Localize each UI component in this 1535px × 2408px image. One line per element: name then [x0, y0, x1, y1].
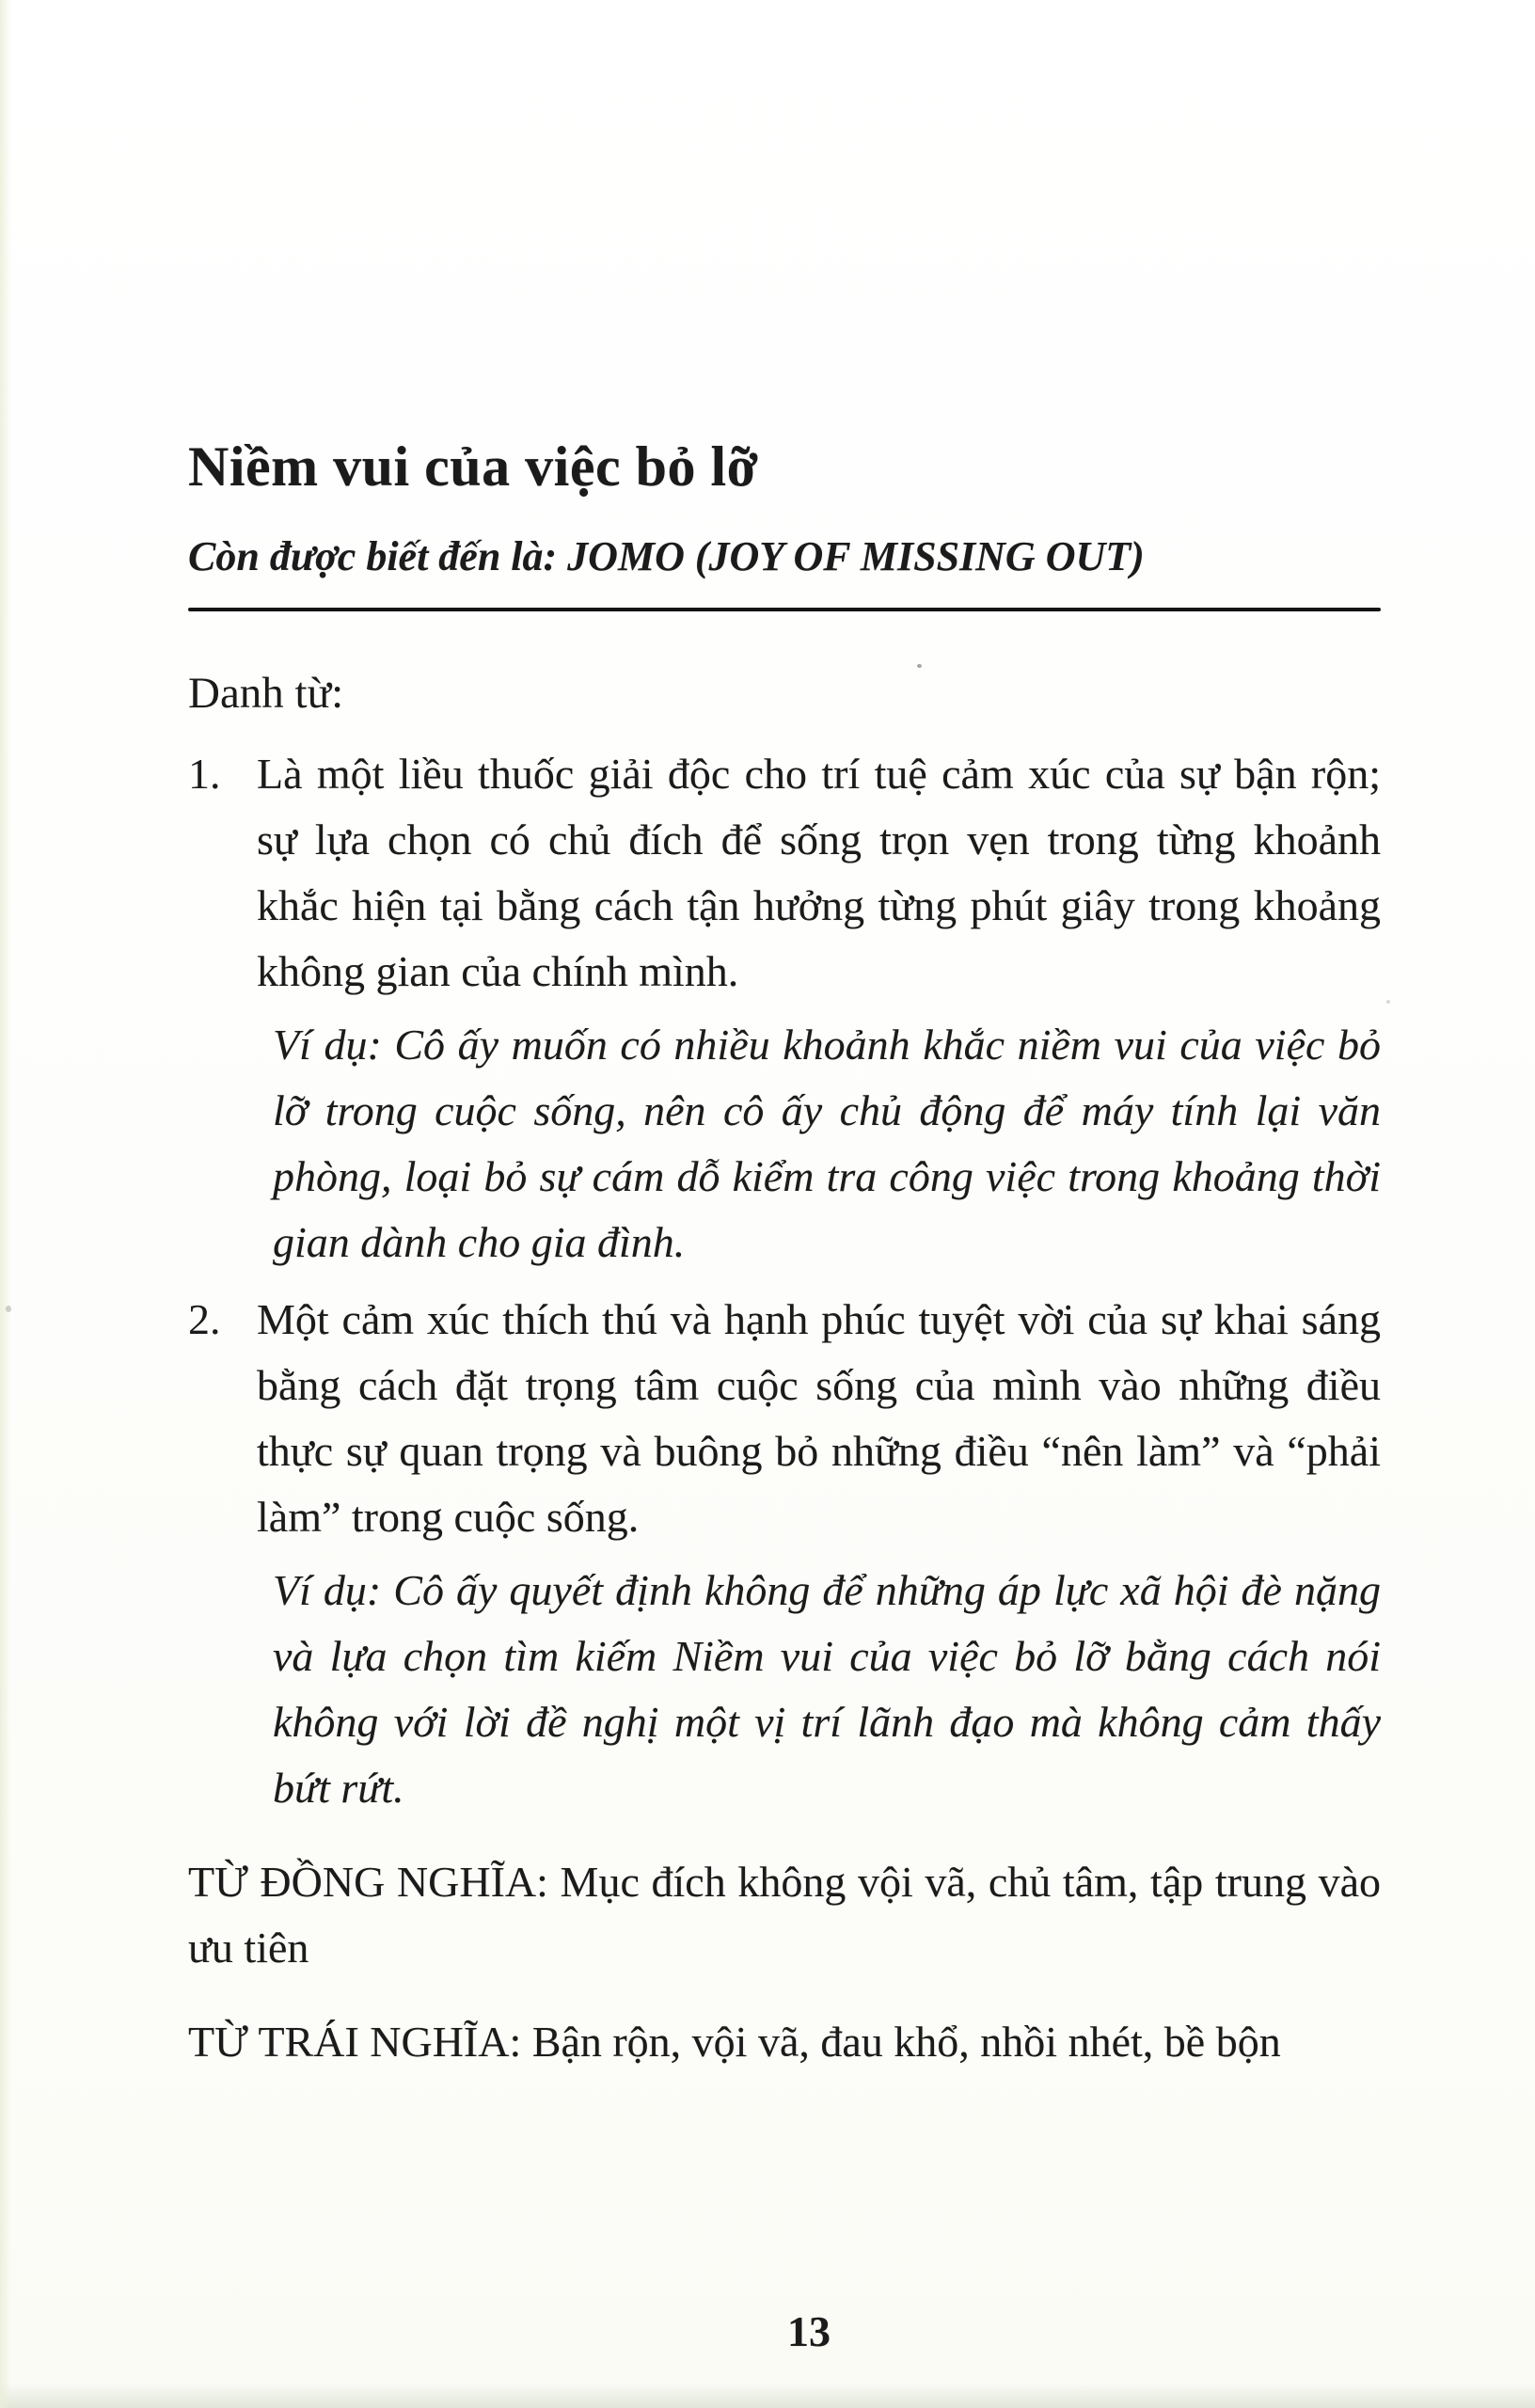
antonyms-label: TỪ TRÁI NGHĨA: — [188, 2018, 522, 2066]
antonyms-line — [188, 2009, 1381, 2075]
scan-speck — [6, 1306, 11, 1312]
divider-rule — [188, 608, 1381, 611]
definition-item-1 — [188, 741, 1381, 1275]
definition-body — [257, 741, 1381, 1275]
definition-item-2 — [188, 1287, 1381, 1821]
synonyms-text: Mục đích không vội vã, chủ tâm, tập trung vào ưu tiên — [188, 1858, 1382, 1972]
definition-text: Một cảm xúc thích thú và hạnh phúc tuyệt vời của sự khai sáng bằng cách đặt trọng tâm cuộc sống của mình vào những điều thực sự quan trọng và buông bỏ những điều “nên làm” và “phải làm” trong cuộc sống. — [257, 1295, 1381, 1541]
antonyms-text: Bận rộn, vội vã, đau khổ, nhồi nhét, bề bộn — [531, 2018, 1281, 2066]
synonyms-label: TỪ ĐỒNG NGHĨA: — [188, 1858, 548, 1906]
scan-speck — [1386, 1000, 1390, 1004]
definition-number: 1. — [188, 750, 221, 798]
definition-text: Là một liều thuốc giải độc cho trí tuệ cảm xúc của sự bận rộn; sự lựa chọn có chủ đích để sống trọn vẹn trong từng khoảnh khắc hiện tại bằng cách tận hưởng từng phút giây trong khoảng không gian của chính mình. — [257, 750, 1381, 995]
entry-content — [188, 433, 1381, 2075]
page-number: 13 — [787, 2307, 831, 2355]
part-of-speech-label: Danh từ: — [188, 669, 344, 718]
synonyms-line — [188, 1849, 1381, 1981]
definition-number: 2. — [188, 1295, 221, 1343]
entry-title: Niềm vui của việc bỏ lỡ — [188, 436, 759, 498]
definition-example: Ví dụ: Cô ấy quyết định không để những áp lực xã hội đè nặng và lựa chọn tìm kiếm Niềm vui của việc bỏ lỡ bằng cách nói không với lời đề nghị một vị trí lãnh đạo mà không cảm thấy bứt rứt. — [273, 1566, 1381, 1812]
definition-example: Ví dụ: Cô ấy muốn có nhiều khoảnh khắc niềm vui của việc bỏ lỡ trong cuộc sống, nên cô ấy chủ động để máy tính lại văn phòng, loại bỏ sự cám dỗ kiểm tra công việc trong khoảng thời gian dành cho gia đình. — [273, 1021, 1381, 1266]
definition-body — [257, 1287, 1381, 1821]
scan-speck — [917, 664, 922, 668]
entry-subtitle: Còn được biết đến là: JOMO (JOY OF MISSING OUT) — [188, 533, 1145, 579]
